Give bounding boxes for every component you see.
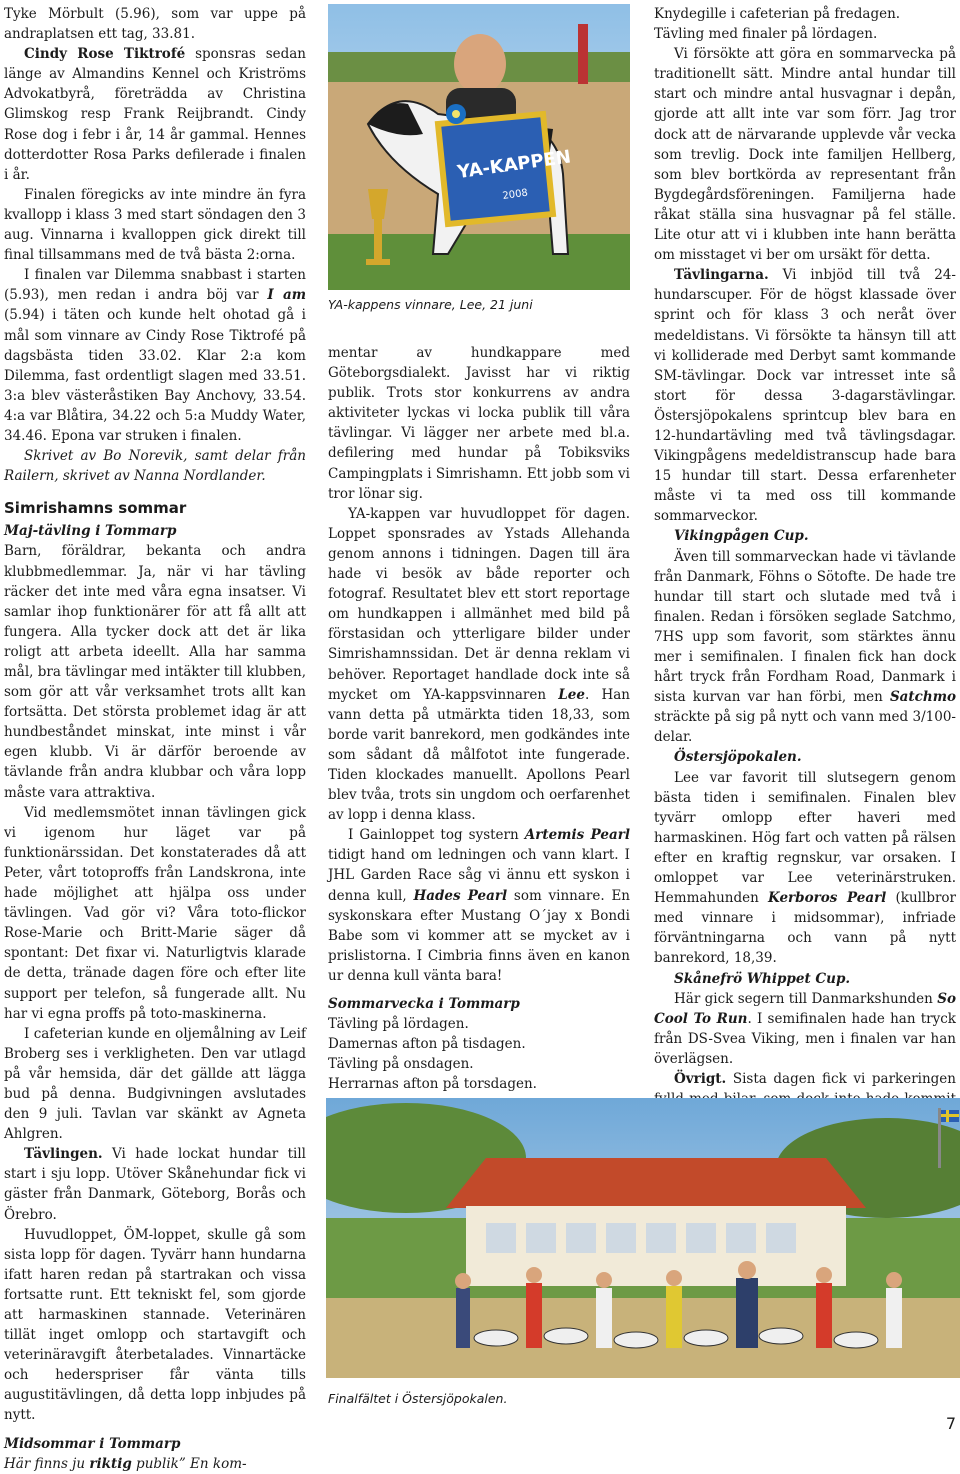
right-para-4a: Lee var favorit till slutsegern genom bästa tiden i semifinalen. Finalen blev tyvärr omlopp efter haveri med harmaskinen. Hög fart och vatten på rälsen efter en kraftig regnskur, var orsaken. I omloppet var Lee veterinärstruken. Hemmahunden: [654, 769, 956, 907]
dog-satchmo: Satchmo: [889, 689, 956, 706]
dog-i-am: I am: [267, 287, 307, 304]
subheading-midsommar: Midsommar i Tommarp: [4, 1435, 181, 1452]
schedule-line-2: Damernas afton på tisdagen.: [328, 1036, 526, 1053]
caption-bottom: Finalfältet i Östersjöpokalen.: [328, 1391, 508, 1406]
left-para-11a: Här finns ju: [4, 1455, 90, 1472]
left-para-1: Tyke Mörbult (5.96), som var uppe på andraplatsen ett tag, 33.81.: [4, 6, 306, 43]
schedule-line-1: Tävling på lördagen.: [328, 1016, 469, 1033]
cindy-rose-lead: Cindy Rose Tiktrofé: [24, 46, 186, 63]
middle-column: [328, 343, 630, 1094]
left-para-2: [4, 44, 306, 185]
photo-final-field: [326, 1098, 960, 1378]
left-column: [4, 4, 306, 1474]
left-para-3: Finalen föregicks av inte mindre än fyra kvallopp i klass 3 med start söndagen den 3 aug. Vinnarna i kvalloppen gick direkt till final tillsammans med de två bästa 2:orna.: [4, 186, 306, 264]
right-para-3: [654, 547, 956, 748]
banner-text: YA-KAPPEN: [456, 146, 573, 184]
photo-winner-lee: [328, 4, 630, 290]
subheading-ostersjopokalen: Östersjöpokalen.: [674, 749, 802, 766]
final-field-photo-illustration: [326, 1098, 960, 1378]
left-para-4b: (5.94) i täten och kunde helt ohotad gå i mål som vinnare av Cindy Rose Tiktrofé på dagsbästa tiden 33.02. Klar 2:a kom Dilemma, fast ordentligt slagen med 33.51. 3:a blev västeråstiken Bay Anchovy, 33.54. 4:a var Blåtira, 34.22 och 5:a Muddy Water, 34.46. Epona var struken i finalen.: [4, 307, 306, 444]
dog-kerboros-pearl: Kerboros Pearl: [768, 890, 887, 907]
mid-para-3: [328, 825, 630, 986]
mid-para-2b: . Han vann detta på utmärkta tiden 18,33, som borde varit banrekord, men godkändes inte som sådant då målfotot inte fungerade. Tiden klockades manuellt. Apollons Pearl blev tvåa, trots sin ungdom och oerfarenhet av lopp i denna klass.: [328, 686, 630, 824]
subheading-vikingpagen: Vikingpågen Cup.: [674, 528, 809, 545]
left-para-9-text: Vi hade lockat hundar till start i sju lopp. Utöver Skånehundar fick vi gäster från Danmark, Göteborg, Borås och Örebro.: [4, 1146, 306, 1223]
left-para-6: Barn, föräldrar, bekanta och andra klubbmedlemmar. Ja, när vi har tävling räcker det inte med våra egna insatser. Vi samlar ihop funktionärer för att få allt att fungera. Alla tycker dock att det är lika roligt att arbeta ideellt. Alla har samma mål, bra tävlingar med intäkter till klubben, som gör att vår verksamhet trots allt kan fortsätta. Det största problemet idag är att hundbeståndet minskat, inte minst i vår egen klubb. Vi är därför beroende av tävlande från andra klubbar och våra lopp måste vara attraktiva.: [4, 543, 306, 801]
schedule-line-5: Knydegille i cafeterian på fredagen.: [654, 6, 901, 22]
right-para-5: [654, 989, 956, 1069]
left-para-9: [4, 1144, 306, 1224]
ovrigt-lead: Övrigt.: [674, 1070, 727, 1087]
dog-so-cool-to-run: So Cool To Run: [654, 990, 956, 1027]
right-para-3b: sträckte på sig på nytt och vann med 3/100-delar.: [654, 709, 956, 746]
right-para-2-text: Vi inbjöd till två 24-hundarscuper. För de högst klassade över sprint och för klass 3 och neråt över medeldistans. Vi försökte ta hänsyn till att vi kolliderade med Derbyt samt kommande SM-tävlingar. Dock var intresset inte så stort för dessa 3-dagarstävlingar. Östersjöpokalens sprintcup blev bara en 12-hundartävling med två tävlingsdagar. Vikingpågens medeldistranscup hade bara 15 hundar till start. Dessa erfarenheter måste vi ta med oss till kommande sommarveckor.: [654, 267, 956, 525]
dog-hades-pearl: Hades Pearl: [413, 887, 508, 904]
right-para-4: [654, 768, 956, 969]
subheading-maj: Maj-tävling i Tommarp: [4, 523, 177, 540]
mid-para-3a: I Gainloppet tog systern: [348, 827, 525, 844]
right-para-6-text: Sista dagen fick vi parkeringen: [732, 1070, 956, 1087]
mid-para-3b: tidigt hand om ledningen och vann klart. I JHL Garden Race såg vi ännu ett syskon i denna kull,: [328, 847, 630, 904]
tavlingarna-lead: Tävlingarna.: [674, 267, 769, 284]
riktig-emph: riktig: [89, 1455, 132, 1472]
dog-artemis-pearl: Artemis Pearl: [524, 827, 630, 844]
left-para-8: I cafeterian kunde en oljemålning av Leif Broberg ses i verkligheten. Den var utlagd på vår hemsida, där det gällde att lägga bud på denna. Budgivningen avslutades den 9 juli. Tavlan var skänkt av Agneta Ahlgren.: [4, 1025, 306, 1143]
section-title: Simrishamns sommar: [4, 499, 187, 518]
dog-lee: Lee: [558, 686, 585, 703]
left-para-2-text: sponsras sedan länge av Almandins Kennel och Kriströms Advokatbyrå, företrädda av Christina Glimskog resp Frank Reijbrandt. Cindy Rose dog i febr i år, 14 år gammal. Hennes dotterdotter Rosa Parks defilerade i finalen i år.: [4, 46, 307, 183]
left-para-10: Huvudloppet, ÖM-loppet, skulle gå som sista lopp för dagen. Tyvärr hann hundarna ifatt haren redan på startrakan och vissa fortsatte runt. Ett tekniskt fel, som gjorde att harmaskinen stannade. Veterinären tillät inget omlopp och startavgift och veterinäravgift återbetalades. Vinnartäcke och hederspriser får vänta tills augustitävlingen, då detta lopp inbjudes på nytt.: [4, 1226, 306, 1424]
page-number: 7: [945, 1414, 956, 1433]
left-para-4: [4, 265, 306, 446]
right-para-4b: (kullbror med vinnare i midsommar), infriade förväntningarna och vann på nytt banrekord, 18,39.: [654, 890, 956, 967]
right-para-2: [654, 265, 956, 526]
right-para-5b: . I semifinalen hade han tryck från DS-Svea Viking, men i finalen var han överlägsen.: [654, 1010, 956, 1067]
schedule-line-4: Herrarnas afton på torsdagen.: [328, 1076, 537, 1093]
subheading-skanefro: Skånefrö Whippet Cup.: [674, 970, 851, 987]
right-para-3a: Även till sommarveckan hade vi tävlande från Danmark, Föhns o Sötofte. De hade tre hundar till start och slutade med två i finalen. Redan i försöken seglade Satchmo, 7HS upp som favorit, som stärktes ännu mer i semifinalen. I finalen fick han dock hårt tryck från Fordham Road, Danmark i sista kurvan var han förbi, men: [654, 548, 956, 706]
author-credit: Skrivet av Bo Norevik, samt delar från Railern, skrivet av Nanna Nordlander.: [4, 448, 306, 485]
schedule-line-3: Tävling på onsdagen.: [328, 1056, 474, 1073]
schedule-line-6: Tävling med finaler på lördagen.: [654, 26, 878, 43]
caption-top: YA-kappens vinnare, Lee, 21 juni: [328, 297, 533, 312]
left-para-11b: publik” En kom-: [131, 1455, 247, 1472]
winner-photo-illustration: [328, 4, 630, 290]
mid-para-2: [328, 504, 630, 826]
tavlingen-lead: Tävlingen.: [24, 1146, 103, 1163]
left-para-4a: I finalen var Dilemma snabbast i starten (5.93), men redan i andra böj var: [4, 267, 306, 304]
mid-para-2a: YA-kappen var huvudloppet för dagen. Loppet sponsrades av Ystads Allehanda genom annons i tidningen. Dagen till ära hade vi besök av både reporter och fotograf. Resultatet blev ett stort reportage om hundkappen i allmänhet med bild på förstasidan och ytterligare bilder under Simrishamnssidan. Det är denna reklam vi behöver. Reportaget handlade dock inte så mycket om YA-kappsvinnaren: [328, 505, 630, 703]
mid-para-3c: som vinnare. En syskonskara efter Mustang O´jay x Bondi Babe som vi kommer att se mycket av i prislistorna. I Cimbria finns även en kanon ur denna kull vänta bara!: [328, 887, 630, 984]
mid-para-1: mentar av hundkappare med Göteborgsdialekt. Javisst har vi riktig publik. Trots stor konkurrens av andra aktiviteter lyckas vi locka publik till våra tävlingar. Vi lägger ner arbete med bl.a. defilering med hundar på Tobiksviks Campingplats i Simrishamn. Ett jobb som vi tror lönar sig.: [328, 345, 630, 502]
subheading-sommarvecka: Sommarvecka i Tommarp: [328, 996, 520, 1012]
right-para-1: Vi försökte att göra en sommarvecka på traditionellt sätt. Mindre antal hundar till start och mindre antal husvagnar i depån, gjorde att allt inte var som förr. Jag tror dock att de närvarande upplevde vår vecka som trevlig. Dock inte familjen Hellberg, som blev bortkörda av representant från Bygdegårdsföreningen. Familjerna hade råkat ställa sina husvagnar på fel ställe. Lite otur att vi i klubben inte hann berätta om misstaget vi ber om ursäkt för detta.: [654, 46, 956, 264]
left-para-11: [4, 1454, 306, 1474]
right-column: [654, 4, 956, 1129]
left-para-7: Vid medlemsmötet innan tävlingen gick vi igenom hur läget var på funktionärssidan. Det konstaterades då att Peter, vårt totoproffs från Landskrona, inte hade möjlighet att hjälpa oss under tävlingen. Vad gör vi? Våra toto-flickor Rose-Marie och Britt-Marie säger då spontant: Det fixar vi. Naturligtvis klarade de detta, tränade dagen före och efter lite support per telefon, så fungerade allt. Nu har vi egna proffs på toto-maskinerna.: [4, 804, 306, 1022]
right-para-5a: Här gick segern till Danmarkshunden: [674, 990, 938, 1007]
banner-year: 2008: [501, 187, 529, 202]
